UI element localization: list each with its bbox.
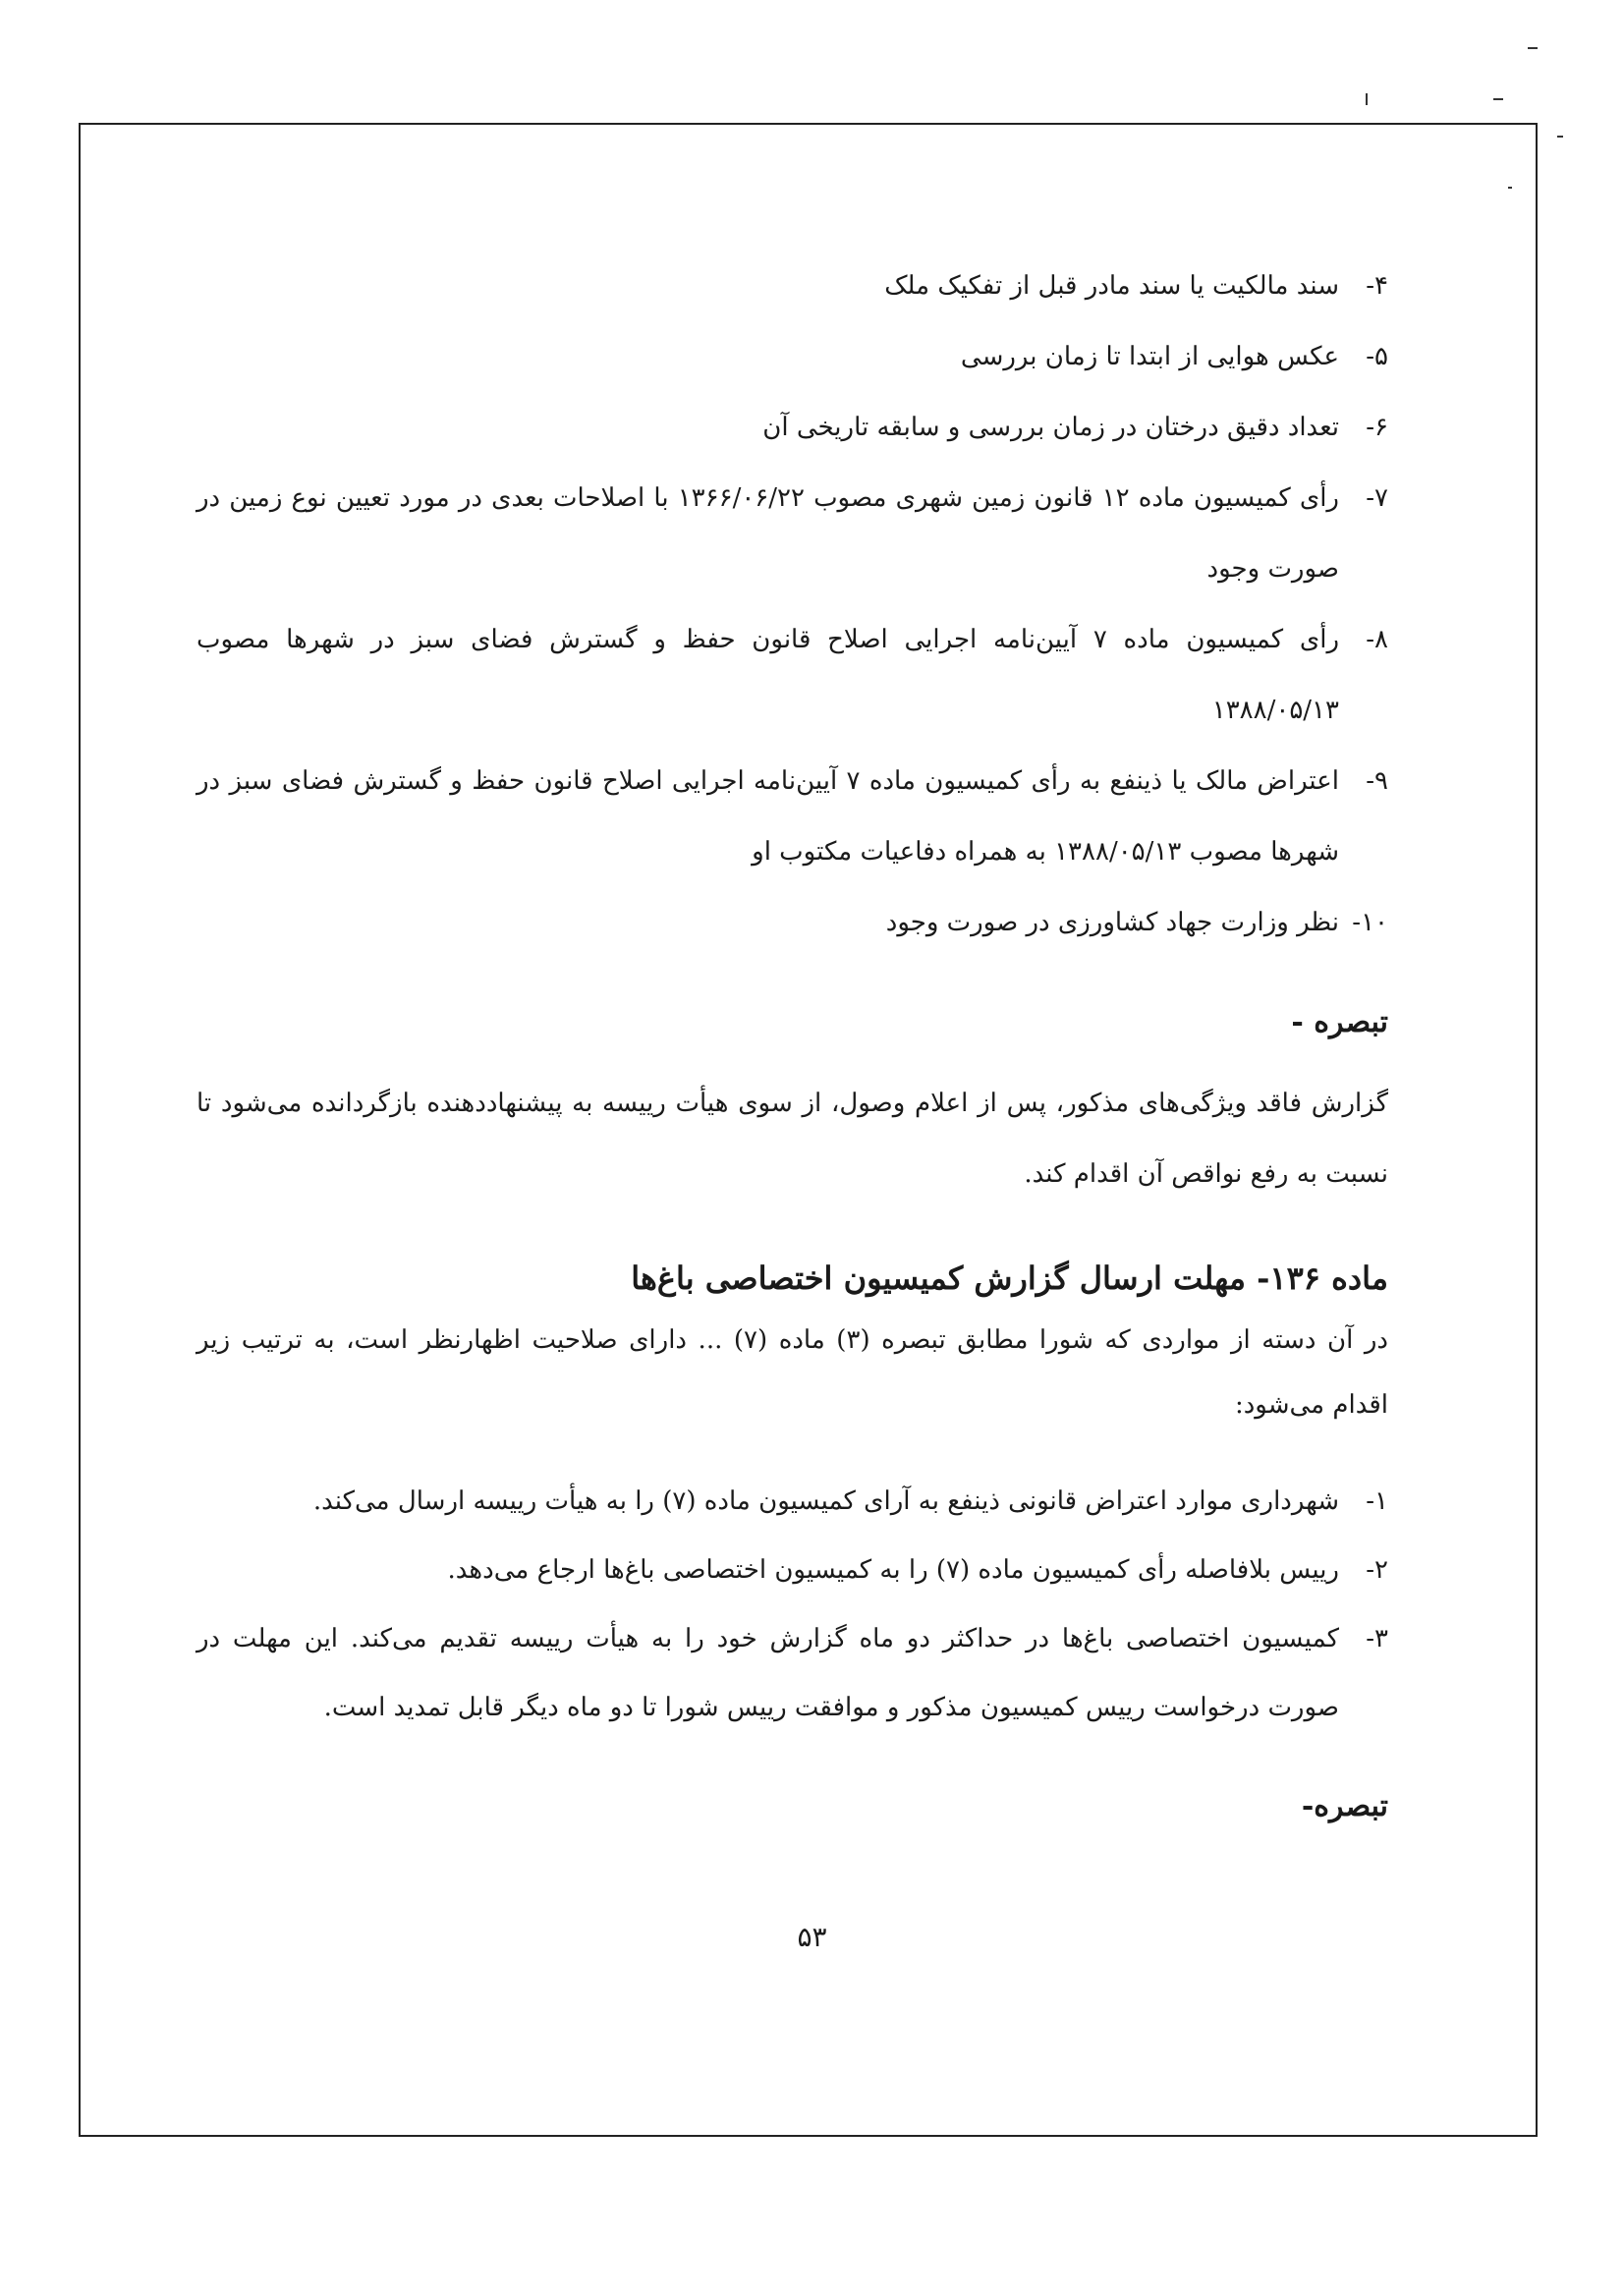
list-item-text: نظر وزارت جهاد کشاورزی در صورت وجود: [885, 908, 1339, 937]
list-item: [196, 1467, 1388, 1536]
list-item-text: رأی کمیسیون ماده ۷ آیین‌نامه اجرایی اصلاح قانون حفظ و گسترش فضای سبز در شهرها مصوب ۱۳۸۸/۰۵/۱۳: [196, 625, 1340, 725]
list-item-text: سند مالکیت یا سند مادر قبل از تفکیک ملک: [884, 271, 1339, 301]
list-item-number: ۷-: [1366, 483, 1388, 513]
scan-artifact: [1557, 136, 1563, 138]
list-item-text: کمیسیون اختصاصی باغ‌ها در حداکثر دو ماه گزارش خود را به هیأت رییسه تقدیم می‌کند. این مهلت در صورت درخواست رییس کمیسیون مذکور و موافقت رییس شورا تا دو ماه دیگر قابل تمدید است.: [196, 1624, 1339, 1722]
list-item: [196, 251, 1388, 321]
article-intro: در آن دسته از مواردی که شورا مطابق تبصره (۳) ماده (۷) ... دارای صلاحیت اظهارنظر است، به ترتیب زیر اقدام می‌شود:: [196, 1325, 1388, 1420]
page-number: ۵۳: [797, 1921, 827, 1953]
list-item-text: عکس هوایی از ابتدا تا زمان بررسی: [960, 342, 1339, 371]
list-item: [196, 604, 1388, 746]
list-item: [196, 392, 1388, 463]
list-item-number: ۴-: [1366, 271, 1388, 301]
list-item-number: ۱۰-: [1352, 908, 1388, 937]
list-item-number: ۳-: [1366, 1624, 1388, 1653]
list-item-number: ۱-: [1366, 1486, 1388, 1516]
article-list: [196, 1467, 1388, 1742]
scan-artifact: [1528, 47, 1538, 49]
list-item: [196, 746, 1388, 887]
list-item-number: ۵-: [1366, 342, 1388, 371]
list-item-text: تعداد دقیق درختان در زمان بررسی و سابقه تاریخی آن: [762, 413, 1339, 442]
list-item-text: شهرداری موارد اعتراض قانونی ذینفع به آرای کمیسیون ماده (۷) را به هیأت رییسه ارسال می‌کند.: [312, 1486, 1339, 1516]
article-heading: ماده ۱۳۶- مهلت ارسال گزارش کمیسیون اختصاصی باغ‌ها: [631, 1260, 1388, 1297]
list-item-text: رییس بلافاصله رأی کمیسیون ماده (۷) را به کمیسیون اختصاصی باغ‌ها ارجاع می‌دهد.: [447, 1555, 1339, 1585]
list-item-number: ۸-: [1366, 625, 1388, 654]
list-item: [196, 1604, 1388, 1742]
list-item: [196, 887, 1388, 958]
scan-artifact: [1508, 187, 1512, 189]
list-item-number: ۲-: [1366, 1555, 1388, 1585]
list-item: [196, 321, 1388, 392]
note-text: گزارش فاقد ویژگی‌های مذکور، پس از اعلام وصول، از سوی هیأت رییسه به پیشنهاددهنده بازگردانده می‌شود تا نسبت به رفع نواقص آن اقدام کند.: [196, 1089, 1388, 1189]
scan-artifact: [1493, 98, 1503, 100]
scan-artifact: [1366, 93, 1368, 105]
list-item: [196, 1536, 1388, 1604]
document-list: [196, 251, 1388, 958]
note-title: تبصره -: [1291, 1005, 1388, 1039]
list-item-text: اعتراض مالک یا ذینفع به رأی کمیسیون ماده ۷ آیین‌نامه اجرایی اصلاح قانون حفظ و گسترش فضای سبز در شهرها مصوب ۱۳۸۸/۰۵/۱۳ به همراه دفاعیات مکتوب او: [196, 766, 1339, 867]
list-item-text: رأی کمیسیون ماده ۱۲ قانون زمین شهری مصوب ۱۳۶۶/۰۶/۲۲ با اصلاحات بعدی در مورد تعیین نوع زمین در صورت وجود: [196, 483, 1339, 584]
list-item-number: ۶-: [1366, 413, 1388, 442]
list-item-number: ۹-: [1366, 766, 1388, 796]
note-title: تبصره-: [1301, 1789, 1388, 1823]
page-content: [196, 251, 1388, 1842]
list-item: [196, 463, 1388, 604]
